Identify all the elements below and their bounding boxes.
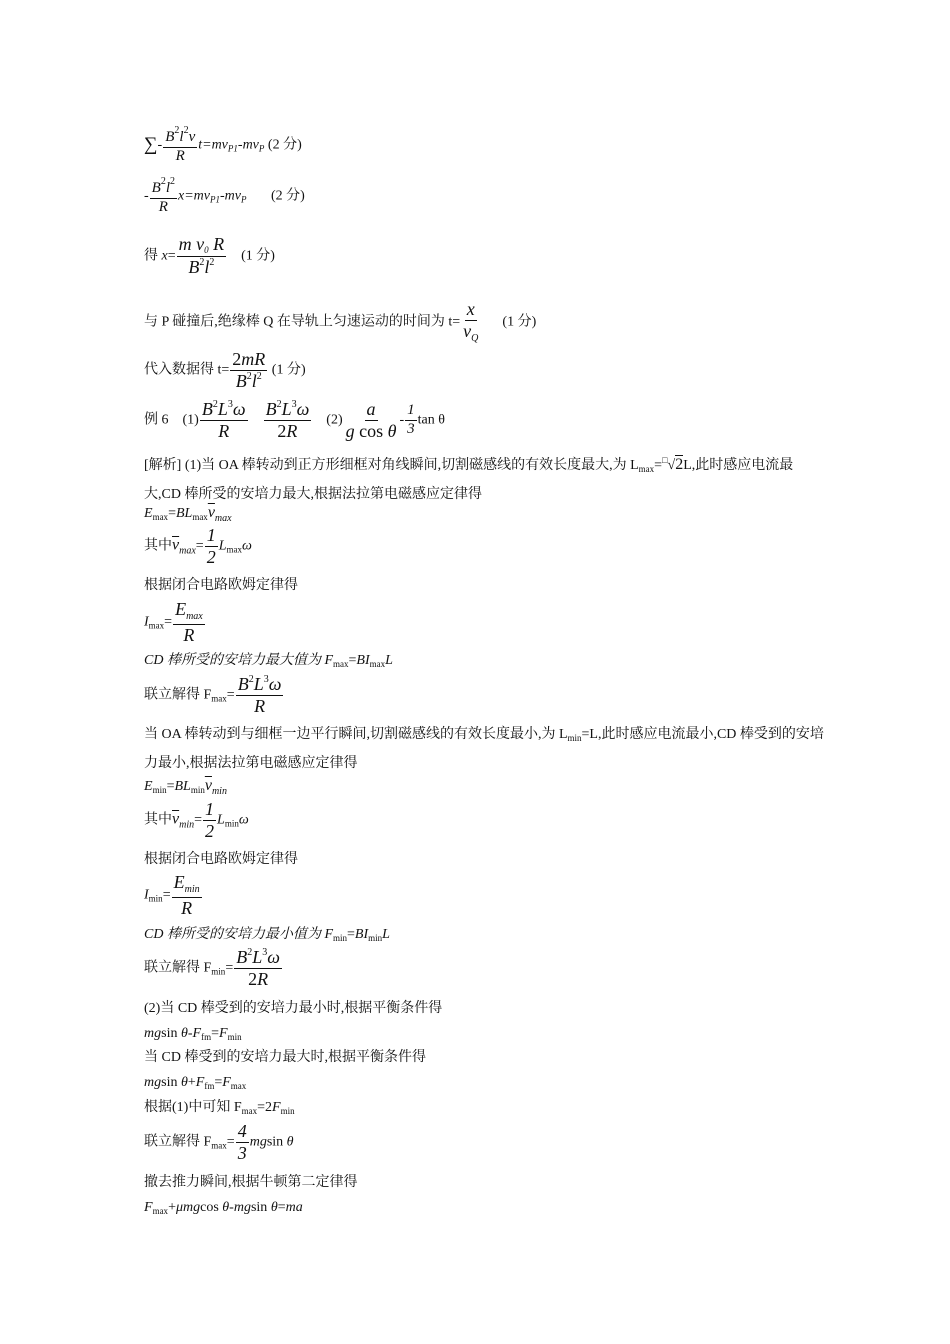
ohm-law-1: 根据闭合电路欧姆定律得 (144, 578, 298, 593)
f-min-text: CD 棒所受的安培力最小值为 $F_{min}=BI_{min}L$ (144, 927, 390, 943)
equation-line-5: 代入数据得 t= $\frac{2mR}{B^2l^2}$ (1 分) (144, 349, 306, 391)
equation-line-2: - $\frac{B^2l^2}{R}$ $x=mv_{P1}-mv_P$ (2 分) (144, 176, 305, 215)
emf-max-eq: $E_{max}=BL_{max}\overline{v}_{max}$ (144, 504, 232, 524)
i-min-eq: $I_{min}=$ $\frac{E_{min}}{R}$ (144, 872, 200, 918)
f-max-solve: 联立解得 $F_{max}=$ $\frac{B^2L^3\omega}{R}$ (144, 674, 282, 716)
v-max-eq: 其中$\overline{v}_{max}=$ $\frac{1}{2}$ $L_{max}\omega$ (144, 525, 252, 567)
ratio-eq: 根据(1)中可知 $F_{max}=2F_{min}$ (144, 1100, 295, 1116)
score-label: (2 分) (267, 137, 302, 153)
analysis-paragraph: [解析] (1)当 OA 棒转动到正方形细框对角线瞬间,切割磁感线的有效长度最大,为 $L_{max}=^□√2L$,此时感应电流最大,CD 棒所受的安培力最大,根据法拉第电磁感应定律得 (144, 455, 794, 502)
part-2-text: (2)当 CD 棒受到的安培力最小时,根据平衡条件得 (144, 1001, 443, 1016)
i-max-eq: $I_{max}=$ $\frac{E_{max}}{R}$ (144, 599, 203, 645)
emf-min-eq: $E_{min}=BL_{min}\overline{v}_{min}$ (144, 777, 227, 797)
score-label: (1 分) (241, 248, 275, 264)
ohm-law-2: 根据闭合电路欧姆定律得 (144, 852, 298, 867)
balance-max-eq: mgsin $\theta+F_{fm}=F_{max}$ (144, 1075, 247, 1091)
final-eq: $F_{max}+\mu mgcos$ θ-mgsin θ=ma (144, 1200, 303, 1216)
fmax-mg-eq: 联立解得 $F_{max}=$ $\frac{4}{3}$ mgsin θ (144, 1121, 294, 1163)
equation-line-1: ∑- $\frac{B^2l^2v}{R}$ $t=mv_{P1}-mv_P$ (2 分) (144, 125, 302, 164)
newton-text: 撤去推力瞬间,根据牛顿第二定律得 (144, 1175, 358, 1190)
min-paragraph: 当 OA 棒转动到与细框一边平行瞬间,切割磁感线的有效长度最小,为 $L_{min}=L$,此时感应电流最小,CD 棒受到的安培力最小,根据法拉第电磁感应定律得 (144, 727, 824, 771)
score-label: (1 分) (502, 314, 537, 330)
f-max-text: CD 棒所受的安培力最大值为 $F_{max}=BI_{max}L$ (144, 653, 393, 669)
example-6-answer: 例 6 (1) $\frac{B^2L^3\omega}{R}$ $\frac{B^2L^3\omega}{2R}$ (2) $\frac{a}{\text{g cos θ}}$ - $\frac{1}{3}$ tan θ (144, 399, 445, 441)
max-force-text: 当 CD 棒受到的安培力最大时,根据平衡条件得 (144, 1050, 426, 1065)
equation-line-4: 与 P 碰撞后,绝缘棒 Q 在导轨上匀速运动的时间为 t= $\frac{x}{v_Q}$ (1 分) (144, 299, 537, 344)
score-label: (1 分) (271, 362, 306, 378)
f-min-solve: 联立解得 $F_{min}=$ $\frac{B^2L^3\omega}{2R}$ (144, 947, 280, 989)
equation-line-3: 得 x= $\frac{m v_0 R}{B^2l^2}$ (1 分) (144, 234, 275, 278)
eq1-text: t=mv (198, 137, 228, 153)
score-label: (2 分) (271, 188, 305, 204)
v-min-eq: 其中$\overline{v}_{min}=$ $\frac{1}{2}$ $L_{min}\omega$ (144, 799, 249, 841)
balance-min-eq: mgsin $\theta-F_{fm}=F_{min}$ (144, 1026, 242, 1042)
